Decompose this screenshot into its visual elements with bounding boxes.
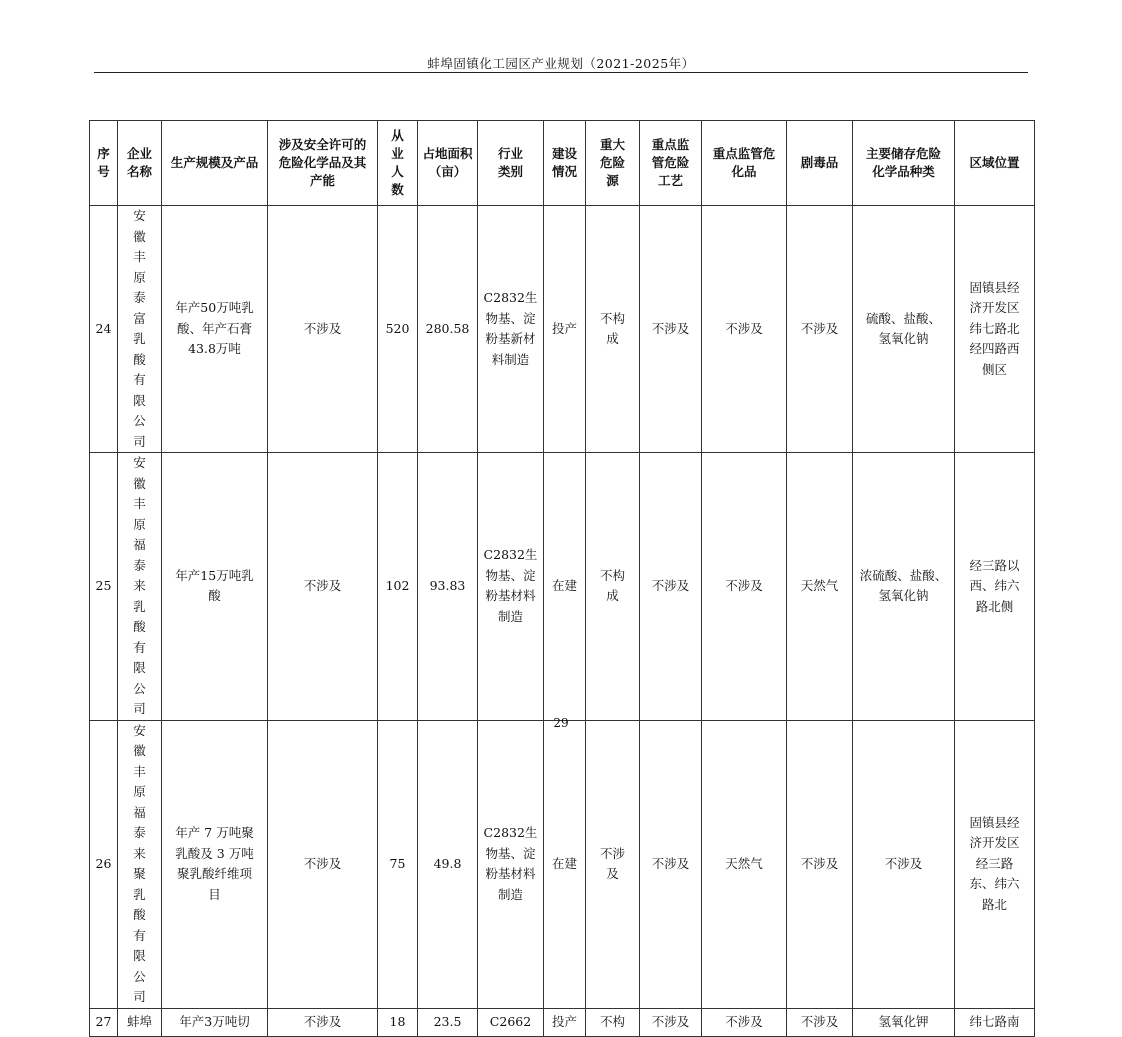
cell-hazchem: 不涉及 [268,453,378,721]
cell-storage: 不涉及 [853,720,955,1008]
cell-company: 安徽丰原福泰来乳酸有限公司 [118,453,162,721]
cell-staff: 75 [378,720,418,1008]
col-header-staff: 从业人数 [378,121,418,206]
cell-toxic: 天然气 [787,453,853,721]
cell-hazchem: 不涉及 [268,206,378,453]
cell-status: 在建 [544,720,586,1008]
cell-status: 在建 [544,453,586,721]
cell-no: 24 [90,206,118,453]
table-row [90,453,1035,721]
header-rule [94,72,1028,73]
cell-hazchem: 不涉及 [268,720,378,1008]
cell-no: 25 [90,453,118,721]
table-row [90,720,1035,1008]
cell-industry: C2832生物基、淀粉基材料制造 [478,453,544,721]
cell-scale: 年产50万吨乳酸、年产石膏43.8万吨 [162,206,268,453]
cell-storage: 氢氧化钾 [853,1008,955,1036]
cell-toxic: 不涉及 [787,720,853,1008]
cell-storage: 硫酸、盐酸、氢氧化钠 [853,206,955,453]
page-header-title: 蚌埠固镇化工园区产业规划（2021-2025年） [427,56,695,71]
cell-company: 蚌埠 [118,1008,162,1036]
cell-process: 不涉及 [640,206,702,453]
cell-process: 不涉及 [640,1008,702,1036]
page-number: 29 [553,716,569,730]
cell-process: 不涉及 [640,720,702,1008]
cell-scale: 年产15万吨乳酸 [162,453,268,721]
cell-key-chem: 不涉及 [702,206,787,453]
col-header-toxic: 剧毒品 [787,121,853,206]
cell-major-hazard: 不构成 [586,453,640,721]
cell-toxic: 不涉及 [787,206,853,453]
cell-major-hazard: 不构成 [586,206,640,453]
cell-industry: C2662 [478,1008,544,1036]
cell-no: 26 [90,720,118,1008]
cell-status: 投产 [544,206,586,453]
cell-staff: 102 [378,453,418,721]
col-header-process: 重点监管危险工艺 [640,121,702,206]
cell-industry: C2832生物基、淀粉基新材料制造 [478,206,544,453]
cell-area: 93.83 [418,453,478,721]
col-header-key-chem: 重点监管危化品 [702,121,787,206]
col-header-company: 企业名称 [118,121,162,206]
col-header-storage: 主要储存危险化学品种类 [853,121,955,206]
table-row [90,1008,1035,1036]
cell-key-chem: 不涉及 [702,1008,787,1036]
cell-major-hazard: 不涉及 [586,720,640,1008]
cell-area: 49.8 [418,720,478,1008]
enterprise-table [89,120,1035,1037]
cell-hazchem: 不涉及 [268,1008,378,1036]
cell-industry: C2832生物基、淀粉基材料制造 [478,720,544,1008]
col-header-location: 区域位置 [955,121,1035,206]
cell-scale: 年产 7 万吨聚乳酸及 3 万吨聚乳酸纤维项目 [162,720,268,1008]
cell-location: 经三路以西、纬六路北侧 [955,453,1035,721]
col-header-hazchem: 涉及安全许可的危险化学品及其产能 [268,121,378,206]
table-header-row [90,121,1035,206]
cell-process: 不涉及 [640,453,702,721]
cell-no: 27 [90,1008,118,1036]
cell-company: 安徽丰原泰富乳酸有限公司 [118,206,162,453]
cell-key-chem: 天然气 [702,720,787,1008]
col-header-area: 占地面积（亩） [418,121,478,206]
cell-scale: 年产3万吨切 [162,1008,268,1036]
cell-area: 23.5 [418,1008,478,1036]
cell-storage: 浓硫酸、盐酸、氢氧化钠 [853,453,955,721]
col-header-scale: 生产规模及产品 [162,121,268,206]
cell-major-hazard: 不构 [586,1008,640,1036]
table-row [90,206,1035,453]
cell-location: 固镇县经济开发区纬七路北经四路西侧区 [955,206,1035,453]
cell-staff: 520 [378,206,418,453]
cell-staff: 18 [378,1008,418,1036]
cell-area: 280.58 [418,206,478,453]
col-header-industry: 行业类别 [478,121,544,206]
cell-company: 安徽丰原福泰来聚乳酸有限公司 [118,720,162,1008]
col-header-no: 序号 [90,121,118,206]
col-header-status: 建设情况 [544,121,586,206]
cell-location: 纬七路南 [955,1008,1035,1036]
col-header-major-hazard: 重大危险源 [586,121,640,206]
cell-key-chem: 不涉及 [702,453,787,721]
cell-toxic: 不涉及 [787,1008,853,1036]
cell-status: 投产 [544,1008,586,1036]
cell-location: 固镇县经济开发区经三路东、纬六路北 [955,720,1035,1008]
